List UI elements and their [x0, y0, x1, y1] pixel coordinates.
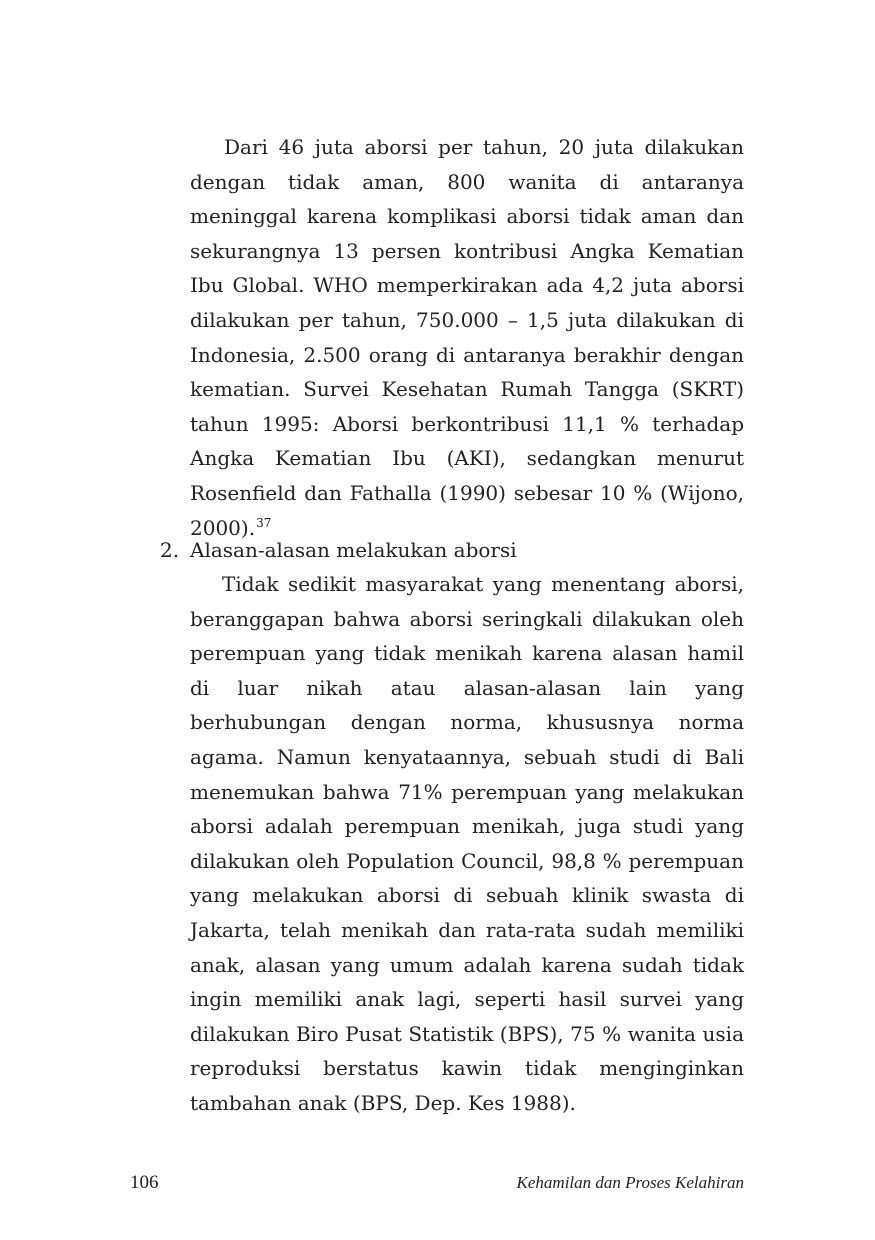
- paragraph-1-text: Dari 46 juta aborsi per tahun, 20 juta dilakukan dengan tidak aman, 800 wanita di antaranya meninggal karena komplikasi aborsi tidak aman dan sekurangnya 13 persen kontribusi Angka Kematian Ibu Global. WHO memperkirakan ada 4,2 juta aborsi dilakukan per tahun, 750.000 – 1,5 juta dilakukan di Indonesia, 2.500 orang di antaranya berakhir dengan kematian. Survei Kesehatan Rumah Tangga (SKRT) tahun 1995: Aborsi berkontribusi 11,1 % terhadap Angka Kematian Ibu (AKI), sedangkan menurut Rosenfield dan Fathalla (1990) sebesar 10 % (Wijono, 2000).: [190, 135, 744, 540]
- page-number: 106: [130, 1172, 159, 1193]
- section-number: 2.: [160, 538, 180, 562]
- section-title: Alasan-alasan melakukan aborsi: [190, 538, 517, 562]
- page-footer: [130, 1172, 744, 1196]
- footnote-ref-37[interactable]: 37: [256, 515, 272, 530]
- section-heading-2: [160, 533, 517, 568]
- body-paragraph-2: Tidak sedikit masyarakat yang menentang aborsi, beranggapan bahwa aborsi seringkali dilakukan oleh perempuan yang tidak menikah karena alasan hamil di luar nikah atau alasan-alasan lain yang berhubungan dengan norma, khususnya norma agama. Namun kenyataannya, sebuah studi di Bali menemukan bahwa 71% perempuan yang melakukan aborsi adalah perempuan menikah, juga studi yang dilakukan oleh Population Council, 98,8 % perempuan yang melakukan aborsi di sebuah klinik swasta di Jakarta, telah menikah dan rata-rata sudah memiliki anak, alasan yang umum adalah karena sudah tidak ingin memiliki anak lagi, seperti hasil survei yang dilakukan Biro Pusat Statistik (BPS), 75 % wanita usia reproduksi berstatus kawin tidak menginginkan tambahan anak (BPS, Dep. Kes 1988).: [190, 572, 744, 1115]
- body-paragraph-1: [190, 130, 744, 545]
- running-title: Kehamilan dan Proses Kelahiran: [516, 1173, 744, 1192]
